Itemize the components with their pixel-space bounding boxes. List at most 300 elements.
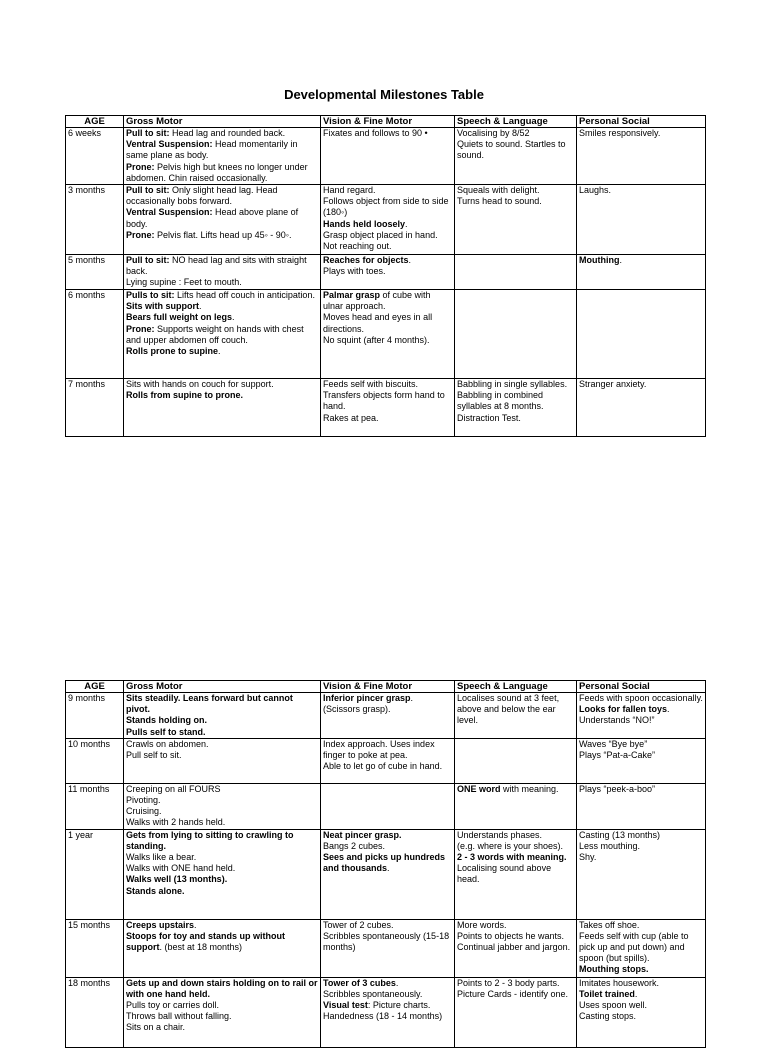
cell-line: [126, 784, 318, 795]
table-row: [66, 128, 706, 185]
header-speech-language: Speech & Language: [455, 681, 577, 693]
text-run: Continual jabber and jargon.: [457, 942, 571, 953]
cell-line: [323, 128, 452, 139]
text-run: Bangs 2 cubes.: [323, 840, 386, 851]
table-row: [66, 829, 706, 919]
text-run: Squeals with delight.: [457, 185, 540, 196]
bold-text: Reaches for objects: [323, 255, 409, 266]
text-run: Tower of 2 cubes.: [323, 919, 394, 930]
text-run: Localises sound at 3 feet, above and below the ear level.: [457, 693, 560, 726]
text-run: Moves head and eyes in all directions.: [323, 312, 433, 334]
age-cell: 15 months: [66, 919, 124, 977]
bold-text: Stoops for toy and stands up without support: [126, 930, 285, 953]
text-run: Head lag and rounded back.: [169, 128, 286, 138]
text-run: Hand regard.: [323, 185, 376, 196]
cell-line: [457, 841, 574, 852]
cell-line: [579, 185, 703, 196]
cell-line: [323, 196, 452, 218]
text-run: Smiles responsively.: [579, 128, 661, 138]
table-row: [66, 185, 706, 255]
text-run: Understands “NO!”: [579, 715, 655, 726]
bold-text: Neat pincer grasp.: [323, 829, 402, 840]
cell-line: [579, 1000, 703, 1011]
table-row: [66, 379, 706, 437]
vision-fine-motor-cell: [321, 379, 455, 437]
bold-text: Looks for fallen toys: [579, 704, 668, 715]
vision-fine-motor-cell: [321, 829, 455, 919]
text-run: Follows object from side to side (180◦): [323, 196, 449, 218]
bold-text: Gets up and down stairs holding on to rail or with one hand held.: [126, 977, 318, 999]
text-run: .: [218, 346, 221, 357]
text-run: Vocalising by 8/52: [457, 128, 530, 138]
bold-text: Pull to sit:: [126, 185, 170, 196]
cell-line: [323, 312, 452, 334]
cell-line: [323, 693, 452, 704]
text-run: Understands phases.: [457, 829, 543, 840]
table-row: [66, 919, 706, 977]
cell-line: [126, 852, 318, 863]
milestones-table-1: [65, 115, 706, 437]
personal-social-cell: [577, 783, 706, 829]
text-run: (e.g. where is your shoes).: [457, 840, 564, 851]
text-run: .: [387, 863, 390, 874]
text-run: Throws ball without falling.: [126, 1011, 232, 1022]
cell-line: [126, 886, 318, 897]
age-cell: 3 months: [66, 185, 124, 255]
text-run: Walks like a bear.: [126, 852, 197, 863]
cell-line: [457, 784, 574, 795]
cell-line: [323, 920, 452, 931]
personal-social-cell: [577, 919, 706, 977]
text-run: Head above plane of body.: [126, 207, 299, 229]
personal-social-cell: [577, 379, 706, 437]
text-run: Lifts head off couch in anticipation.: [174, 290, 315, 301]
cell-line: [126, 863, 318, 874]
cell-line: [126, 874, 318, 885]
cell-line: [126, 162, 318, 184]
bold-text: Ventral Suspension:: [126, 207, 213, 218]
vision-fine-motor-cell: [321, 290, 455, 379]
text-run: Distraction Test.: [457, 412, 521, 423]
bold-text: Sees and picks up hundreds and thousands: [323, 852, 446, 874]
bold-text: Rolls from supine to prone.: [126, 390, 244, 401]
cell-line: [126, 346, 318, 357]
document-title: Developmental Milestones Table: [284, 87, 484, 102]
text-run: Less mouthing.: [579, 840, 641, 851]
cell-line: [126, 139, 318, 161]
cell-line: [323, 266, 452, 277]
vision-fine-motor-cell: [321, 255, 455, 290]
speech-language-cell: [455, 128, 577, 185]
header-vision-fine-motor: Vision & Fine Motor: [321, 116, 455, 128]
personal-social-cell: [577, 255, 706, 290]
cell-line: [457, 139, 574, 161]
cell-line: [579, 1011, 703, 1022]
bold-text: Pulls to sit:: [126, 290, 175, 301]
cell-line: [457, 920, 574, 931]
cell-line: [126, 312, 318, 323]
cell-line: [126, 207, 318, 229]
bold-text: Palmar grasp: [323, 290, 381, 301]
vision-fine-motor-cell: [321, 977, 455, 1047]
cell-line: [579, 784, 703, 795]
bold-text: Pull to sit:: [126, 128, 170, 138]
gross-motor-cell: [124, 738, 321, 783]
gross-motor-cell: [124, 693, 321, 739]
text-run: Scribbles spontaneously.: [323, 988, 423, 999]
text-run: Cruising.: [126, 806, 162, 817]
bold-text: Prone:: [126, 229, 155, 240]
text-run: .: [199, 301, 202, 312]
bold-text: Sits steadily. Leans forward but cannot pivot.: [126, 693, 293, 715]
table-row: [66, 977, 706, 1047]
cell-line: [579, 920, 703, 931]
cell-line: [126, 739, 318, 750]
cell-line: [323, 335, 452, 346]
cell-line: [323, 390, 452, 412]
cell-line: [126, 817, 318, 828]
age-cell: 5 months: [66, 255, 124, 290]
text-run: More words.: [457, 919, 507, 930]
text-run: Babbling in combined syllables at 8 months.: [457, 390, 544, 412]
text-run: (Scissors grasp).: [323, 704, 391, 715]
text-run: .: [634, 988, 638, 999]
cell-line: [126, 715, 318, 726]
text-run: Sits on a chair.: [126, 1022, 186, 1033]
gross-motor-cell: [124, 829, 321, 919]
cell-line: [579, 750, 703, 761]
cell-line: [126, 1022, 318, 1033]
gross-motor-cell: [124, 919, 321, 977]
cell-line: [323, 413, 452, 424]
text-run: Plays “Pat-a-Cake”: [579, 750, 656, 761]
text-run: Head momentarily in same plane as body.: [126, 139, 298, 161]
text-run: Walks with ONE hand held.: [126, 863, 236, 874]
vision-fine-motor-cell: [321, 693, 455, 739]
bold-text: Prone:: [126, 323, 155, 334]
text-run: : Picture charts.: [367, 1000, 431, 1011]
bold-text: Prone:: [126, 161, 155, 172]
text-run: .: [410, 693, 414, 703]
cell-line: [457, 978, 574, 989]
vision-fine-motor-cell: [321, 738, 455, 783]
table-row: [66, 255, 706, 290]
text-run: .: [395, 977, 399, 988]
cell-line: [457, 931, 574, 942]
text-run: .: [408, 255, 412, 266]
text-run: with meaning.: [500, 783, 559, 794]
gross-motor-cell: [124, 290, 321, 379]
text-run: Handedness (18 - 14 months): [323, 1011, 443, 1022]
cell-line: [579, 978, 703, 989]
bold-text: Inferior pincer grasp: [323, 693, 411, 703]
cell-line: [323, 290, 452, 312]
header-gross-motor: Gross Motor: [124, 116, 321, 128]
text-run: Points to objects he wants.: [457, 930, 565, 941]
cell-line: [126, 795, 318, 806]
age-cell: 6 months: [66, 290, 124, 379]
text-run: Transfers objects form hand to hand.: [323, 390, 445, 412]
speech-language-cell: [455, 255, 577, 290]
cell-line: [323, 830, 452, 841]
header-personal-social: Personal Social: [577, 681, 706, 693]
gross-motor-cell: [124, 255, 321, 290]
speech-language-cell: [455, 783, 577, 829]
bold-text: Bears full weight on legs: [126, 312, 233, 323]
cell-line: [323, 185, 452, 196]
header-gross-motor: Gross Motor: [124, 681, 321, 693]
bold-text: Pull to sit:: [126, 255, 170, 266]
cell-line: [457, 185, 574, 196]
text-run: Laughs.: [579, 185, 612, 196]
cell-line: [323, 219, 452, 230]
text-run: .: [405, 218, 408, 229]
bold-text: Toilet trained: [579, 988, 635, 999]
cell-line: [323, 255, 452, 266]
bold-text: Sits with support: [126, 301, 199, 312]
cell-line: [579, 693, 703, 704]
bold-text: Stands holding on.: [126, 715, 207, 726]
text-run: Feeds with spoon occasionally.: [579, 693, 703, 703]
cell-line: [323, 230, 452, 252]
age-cell: 18 months: [66, 977, 124, 1047]
cell-line: [323, 852, 452, 874]
cell-line: [323, 704, 452, 715]
cell-line: [457, 942, 574, 953]
cell-line: [323, 761, 452, 772]
cell-line: [323, 1000, 452, 1011]
text-run: .: [194, 919, 197, 930]
text-run: Plays with toes.: [323, 266, 386, 277]
personal-social-cell: [577, 185, 706, 255]
cell-line: [323, 931, 452, 953]
speech-language-cell: [455, 290, 577, 379]
speech-language-cell: [455, 693, 577, 739]
cell-line: [126, 1000, 318, 1011]
bold-text: Rolls prone to supine: [126, 346, 219, 357]
cell-line: [579, 931, 703, 965]
speech-language-cell: [455, 379, 577, 437]
cell-line: [126, 750, 318, 761]
text-run: Pelvis high but knees no longer under abdomen. Chin raised occasionally.: [126, 161, 308, 183]
text-run: Points to 2 - 3 body parts.: [457, 977, 560, 988]
cell-line: [126, 830, 318, 852]
cell-line: [457, 379, 574, 390]
bold-text: ONE word: [457, 783, 501, 794]
cell-line: [579, 852, 703, 863]
cell-line: [126, 1011, 318, 1022]
text-run: Waves “Bye bye”: [579, 738, 648, 749]
cell-line: [126, 390, 318, 401]
bold-text: Ventral Suspension:: [126, 139, 213, 150]
cell-line: [126, 277, 318, 288]
text-run: Creeping on all FOURS: [126, 783, 221, 794]
bold-text: 2 - 3 words with meaning.: [457, 852, 567, 863]
text-run: No squint (after 4 months).: [323, 334, 430, 345]
cell-line: [579, 739, 703, 750]
vision-fine-motor-cell: [321, 783, 455, 829]
age-cell: 10 months: [66, 738, 124, 783]
cell-line: [126, 255, 318, 277]
personal-social-cell: [577, 977, 706, 1047]
text-run: Takes off shoe.: [579, 919, 640, 930]
text-run: Pulls toy or carries doll.: [126, 1000, 220, 1011]
cell-line: [457, 852, 574, 863]
text-run: .: [232, 312, 235, 323]
bold-text: Stands alone.: [126, 885, 185, 896]
cell-line: [457, 196, 574, 207]
header-age: AGE: [66, 681, 124, 693]
text-run: Pivoting.: [126, 795, 161, 806]
cell-line: [126, 185, 318, 207]
cell-line: [126, 324, 318, 346]
vision-fine-motor-cell: [321, 185, 455, 255]
cell-line: [457, 390, 574, 412]
cell-line: [579, 128, 703, 139]
table-header-row: [66, 116, 706, 128]
cell-line: [126, 230, 318, 241]
cell-line: [457, 863, 574, 885]
personal-social-cell: [577, 128, 706, 185]
vision-fine-motor-cell: [321, 919, 455, 977]
cell-line: [126, 806, 318, 817]
cell-line: [579, 830, 703, 841]
header-speech-language: Speech & Language: [455, 116, 577, 128]
text-run: Scribbles spontaneously (15-18 months): [323, 930, 450, 953]
cell-line: [579, 379, 703, 390]
cell-line: [323, 379, 452, 390]
cell-line: [323, 841, 452, 852]
text-run: . (best at 18 months): [159, 942, 243, 953]
text-run: Picture Cards - identify one.: [457, 988, 569, 999]
age-cell: 6 weeks: [66, 128, 124, 185]
header-vision-fine-motor: Vision & Fine Motor: [321, 681, 455, 693]
cell-line: [126, 978, 318, 1000]
text-run: Shy.: [579, 852, 597, 863]
cell-line: [126, 693, 318, 715]
gross-motor-cell: [124, 185, 321, 255]
speech-language-cell: [455, 919, 577, 977]
milestones-table-2: [65, 680, 706, 1048]
personal-social-cell: [577, 290, 706, 379]
text-run: Imitates housework.: [579, 977, 660, 988]
cell-line: [126, 931, 318, 953]
text-run: Only slight head lag. Head occasionally bobs forward.: [126, 185, 278, 207]
text-run: .: [667, 704, 670, 715]
cell-line: [323, 739, 452, 761]
text-run: Casting stops.: [579, 1011, 637, 1022]
cell-line: [457, 413, 574, 424]
bold-text: Mouthing: [579, 255, 620, 266]
text-run: Stranger anxiety.: [579, 379, 647, 390]
gross-motor-cell: [124, 783, 321, 829]
cell-line: [457, 830, 574, 841]
cell-line: [579, 964, 703, 975]
text-run: Localising sound above head.: [457, 863, 552, 885]
cell-line: [323, 989, 452, 1000]
vision-fine-motor-cell: [321, 128, 455, 185]
cell-line: [126, 379, 318, 390]
cell-line: [457, 693, 574, 727]
age-cell: 11 months: [66, 783, 124, 829]
cell-line: [126, 290, 318, 301]
text-run: Babbling in single syllables.: [457, 379, 568, 390]
bold-text: Creeps upstairs: [126, 919, 195, 930]
text-run: Fixates and follows to 90 •: [323, 128, 428, 138]
cell-line: [457, 989, 574, 1000]
text-run: Grasp object placed in hand. Not reaching out.: [323, 229, 438, 252]
age-cell: 1 year: [66, 829, 124, 919]
text-run: Index approach. Uses index finger to poke at pea.: [323, 738, 435, 761]
text-run: Feeds self with biscuits.: [323, 379, 419, 390]
text-run: Lying supine : Feet to mouth.: [126, 277, 242, 288]
bold-text: Gets from lying to sitting to crawling to standing.: [126, 829, 294, 851]
cell-line: [579, 841, 703, 852]
table-header-row: [66, 681, 706, 693]
cell-line: [579, 255, 703, 266]
bold-text: Pulls self to stand.: [126, 726, 206, 737]
text-run: of cube with ulnar approach.: [323, 290, 431, 312]
table-row: [66, 693, 706, 739]
gross-motor-cell: [124, 977, 321, 1047]
cell-line: [579, 715, 703, 726]
bold-text: Tower of 3 cubes: [323, 977, 396, 988]
text-run: Feeds self with cup (able to pick up and put down) and spoon (but spills).: [579, 930, 689, 964]
cell-line: [323, 978, 452, 989]
text-run: Uses spoon well.: [579, 1000, 648, 1011]
text-run: Plays “peek-a-boo”: [579, 783, 656, 794]
text-run: Rakes at pea.: [323, 412, 379, 423]
cell-line: [579, 704, 703, 715]
personal-social-cell: [577, 829, 706, 919]
text-run: Sits with hands on couch for support.: [126, 379, 274, 390]
personal-social-cell: [577, 738, 706, 783]
bold-text: Walks well (13 months).: [126, 874, 228, 885]
text-run: Supports weight on hands with chest and upper abdomen off couch.: [126, 323, 304, 345]
text-run: Casting (13 months): [579, 829, 661, 840]
table-row: [66, 738, 706, 783]
text-run: Crawls on abdomen.: [126, 738, 209, 749]
text-run: Pelvis flat. Lifts head up 45◦ - 90◦.: [154, 229, 292, 240]
cell-line: [126, 301, 318, 312]
cell-line: [579, 989, 703, 1000]
text-run: Walks with 2 hands held.: [126, 817, 226, 828]
bold-text: Mouthing stops.: [579, 964, 649, 975]
cell-line: [323, 1011, 452, 1022]
speech-language-cell: [455, 185, 577, 255]
age-cell: 9 months: [66, 693, 124, 739]
text-run: NO head lag and sits with straight back.: [126, 255, 307, 277]
personal-social-cell: [577, 693, 706, 739]
age-cell: 7 months: [66, 379, 124, 437]
cell-line: [126, 920, 318, 931]
header-age: AGE: [66, 116, 124, 128]
speech-language-cell: [455, 829, 577, 919]
table-row: [66, 783, 706, 829]
cell-line: [126, 727, 318, 738]
bold-text: Visual test: [323, 1000, 368, 1011]
bold-text: Hands held loosely: [323, 218, 406, 229]
gross-motor-cell: [124, 379, 321, 437]
gross-motor-cell: [124, 128, 321, 185]
text-run: Able to let go of cube in hand.: [323, 761, 443, 772]
speech-language-cell: [455, 977, 577, 1047]
text-run: Quiets to sound. Startles to sound.: [457, 139, 566, 161]
cell-line: [457, 128, 574, 139]
cell-line: [126, 128, 318, 139]
header-personal-social: Personal Social: [577, 116, 706, 128]
text-run: .: [619, 255, 622, 266]
